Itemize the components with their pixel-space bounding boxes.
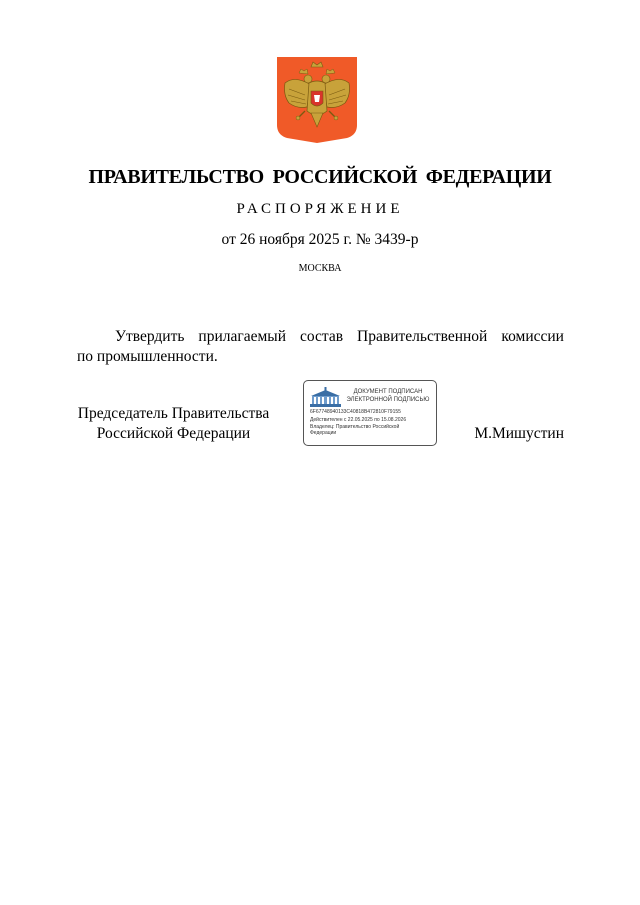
order-text-line-1 [77, 327, 564, 347]
coat-of-arms-icon [275, 55, 359, 144]
signer-name: М.Мишустин [474, 425, 564, 442]
electronic-signature-stamp [303, 380, 437, 446]
government-title: ПРАВИТЕЛЬСТВО РОССИЙСКОЙ ФЕДЕРАЦИИ [88, 166, 552, 188]
stamp-owner-line-2: Федерации [310, 430, 337, 436]
stamp-owner-line-1: Владелец: Правительство Российской [310, 424, 400, 430]
document-city: МОСКВА [298, 263, 342, 274]
stamp-title [342, 389, 434, 404]
stamp-title-line-2: ЭЛЕКТРОННОЙ ПОДПИСЬЮ [346, 396, 430, 403]
document-date-number: от 26 ноября 2025 г. № 3439-р [221, 231, 419, 248]
government-building-icon [309, 387, 342, 408]
stamp-certificate-serial: 6F67748940133C40818B472810F79155 [310, 409, 401, 415]
order-text-line-2: по промышленности. [77, 348, 218, 365]
order-word: состав [300, 328, 344, 345]
order-word: прилагаемый [198, 328, 287, 345]
signer-position-line-1: Председатель Правительства [77, 405, 270, 422]
signer-position-line-2: Российской Федерации [96, 425, 251, 442]
order-word: Утвердить [115, 328, 185, 345]
order-word: Правительственной [357, 328, 488, 345]
document-type: РАСПОРЯЖЕНИЕ [236, 201, 404, 217]
order-word: комиссии [501, 328, 564, 345]
stamp-validity: Действителен с 22.05.2025 по 15.08.2026 [310, 417, 407, 423]
signer-position [76, 404, 271, 444]
stamp-title-line-1: ДОКУМЕНТ ПОДПИСАН [353, 389, 423, 395]
order-text [77, 327, 564, 367]
